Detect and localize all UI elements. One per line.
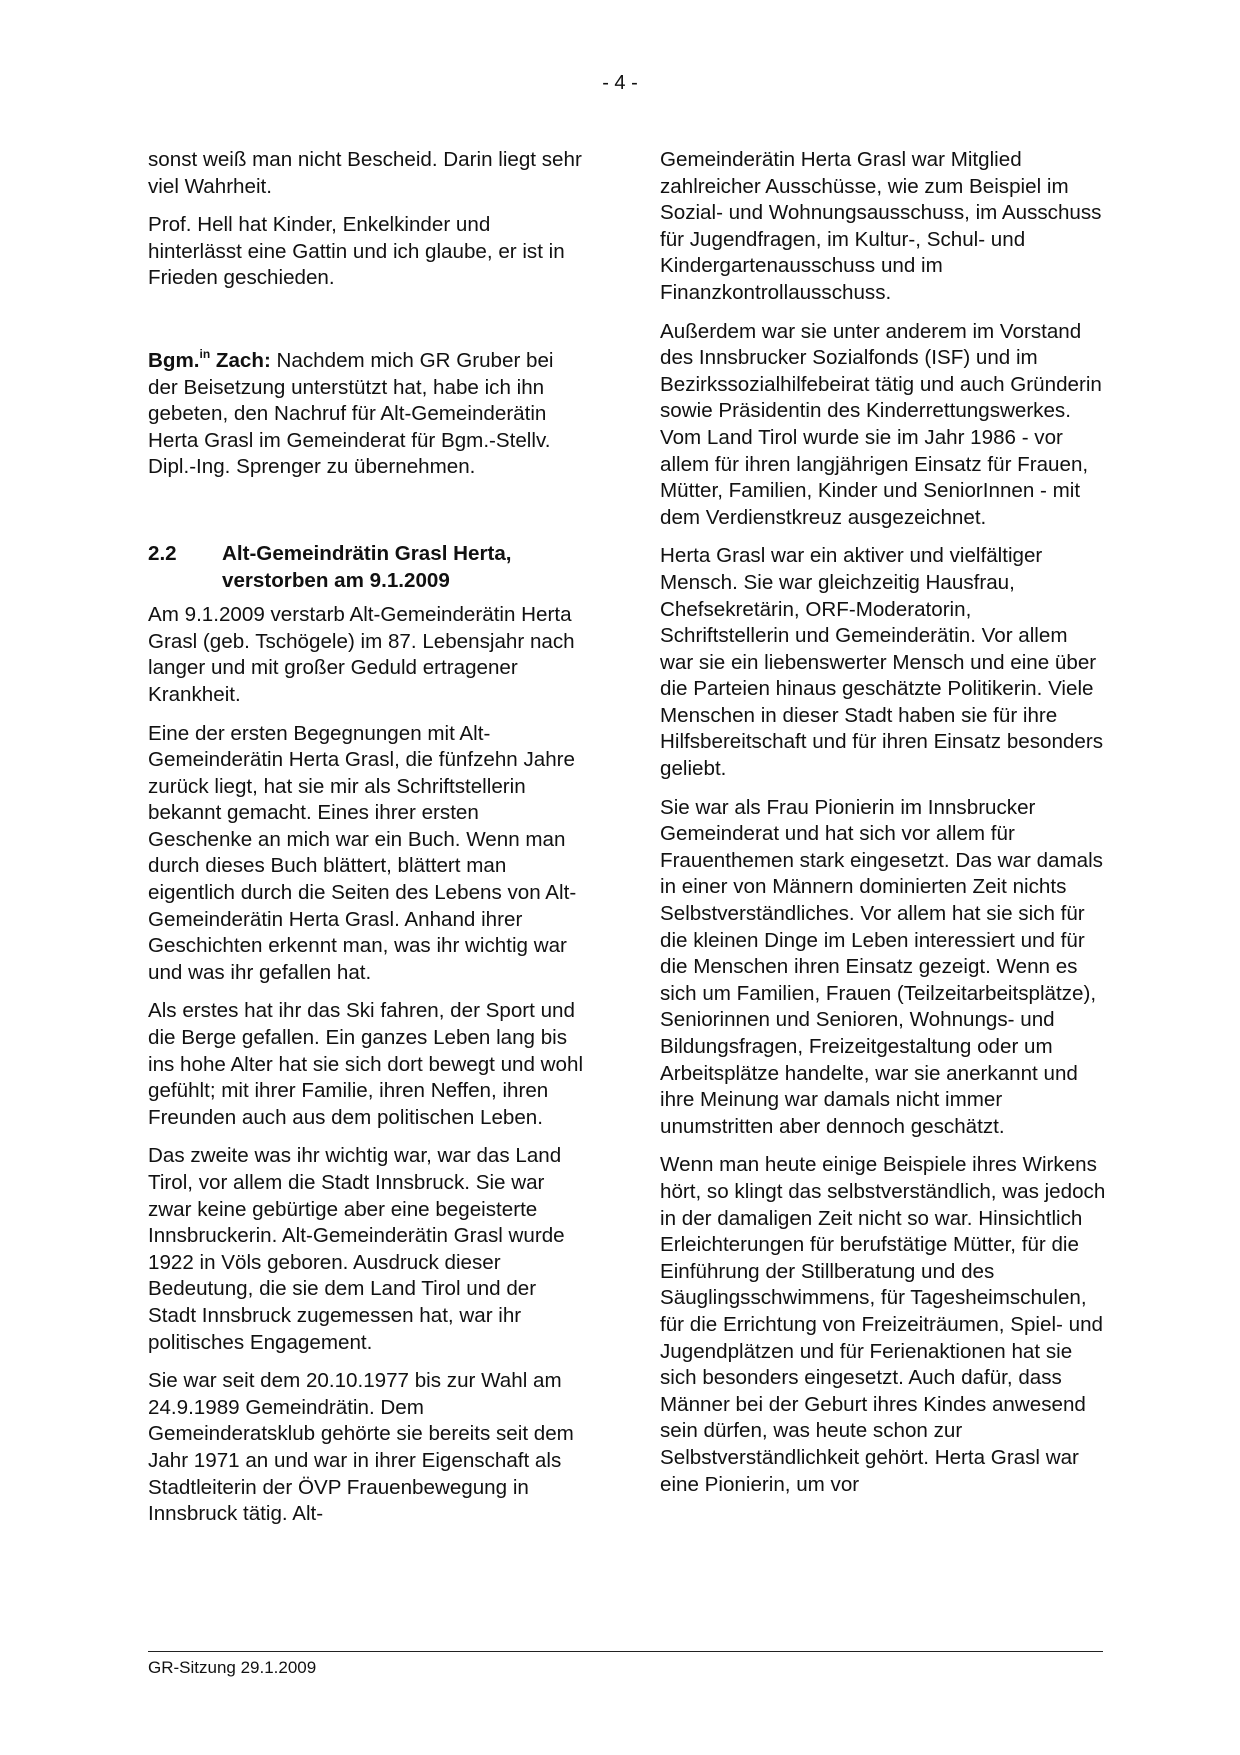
section-title: Alt-Gemeindrätin Grasl Herta, verstorben am 9.1.2009 [222,541,512,592]
paragraph: Das zweite was ihr wichtig war, war das Land Tirol, vor allem die Stadt Innsbruck. Sie war zwar keine gebürtige aber eine begeisterte Innsbruckerin. Alt-Gemeinderätin Grasl wurde 1922 in Völs geboren. Ausdruck dieser Bedeutung, die sie dem Land Tirol und der Stadt Innsbruck zugemessen hat, war ihr politisches Engagement. [148,1144,565,1354]
paragraph: Am 9.1.2009 verstarb Alt-Gemeinderätin Herta Grasl (geb. Tschögele) im 87. Lebensjahr nach langer und mit großer Geduld ertragener Krankheit. [148,603,575,706]
spacer [148,304,588,348]
paragraph: sonst weiß man nicht Bescheid. Darin liegt sehr viel Wahrheit. [148,148,582,198]
speaker-name: Zach: [210,348,271,372]
paragraph: Wenn man heute einige Beispiele ihres Wirkens hört, so klingt das selbstverständlich, was jedoch in der damaligen Zeit nicht so war. Hinsichtlich Erleichterungen für berufstätige Mütter, für die Einführung der Stillberatung und des Säuglingsschwimmens, für Tagesheimschulen, für die Errichtung von Freizeiträumen, Spiel- und Jugendplätzen und für Ferienaktionen hat sie sich besonders eingesetzt. Auch dafür, dass Männer bei der Geburt ihres Kindes anwesend sein dürfen, was heute schon zur Selbstverständlichkeit gehört. Herta Grasl war eine Pionierin, um vor [660,1153,1106,1496]
paragraph: Eine der ersten Begegnungen mit Alt-Gemeinderätin Herta Grasl, die fünfzehn Jahre zurück liegt, hat sie mir als Schriftstellerin bekannt gemacht. Eines ihrer ersten Geschenke an mich war ein Buch. Wenn man durch dieses Buch blättert, blättert man eigentlich durch die Seiten des Lebens von Alt-Gemeinderätin Herta Grasl. Anhand ihrer Geschichten erkennt man, was ihr wichtig war und was ihr gefallen hat. [148,721,577,984]
speaker-title-sup: in [199,346,211,361]
paragraph: Gemeinderätin Herta Grasl war Mitglied zahlreicher Ausschüsse, wie zum Beispiel im Sozial- und Wohnungsausschuss, im Ausschuss für Jugendfragen, im Kultur-, Schul- und Kindergartenausschuss und im Finanzkontrollausschuss. [660,148,1102,304]
page-number: - 4 - [602,72,638,94]
speaker-paragraph [148,348,588,481]
paragraph: Als erstes hat ihr das Ski fahren, der Sport und die Berge gefallen. Ein ganzes Leben lang bis ins hohe Alter hat sie sich dort bewegt und wohl gefühlt; mit ihrer Familie, ihren Neffen, ihren Freunden auch aus dem politischen Leben. [148,999,584,1129]
paragraph: Außerdem war sie unter anderem im Vorstand des Innsbrucker Sozialfonds (ISF) und im Bezirkssozialhilfebeirat tätig und auch Gründerin sowie Präsidentin des Kinderrettungswerkes. Vom Land Tirol wurde sie im Jahr 1986 - vor allem für ihren langjährigen Einsatz für Frauen, Mütter, Familien, Kinder und SeniorInnen - mit dem Verdienstkreuz ausgezeichnet. [660,319,1102,529]
section-number: 2.2 [148,541,177,565]
left-column [148,147,588,1540]
paragraph: Prof. Hell hat Kinder, Enkelkinder und hinterlässt eine Gattin und ich glaube, er ist in Frieden geschieden. [148,213,565,290]
speaker-title: Bgm. [148,348,200,372]
speaker-text: Nachdem mich GR Gruber bei der Beisetzung unterstützt hat, habe ich ihn gebeten, den Nachruf für Alt-Gemeinderätin Herta Grasl im Gemeinderat für Bgm.-Stellv. Dipl.-Ing. Sprenger zu übernehmen. [148,348,554,479]
section-heading [148,541,588,594]
paragraph: Herta Grasl war ein aktiver und vielfältiger Mensch. Sie war gleichzeitig Hausfrau, Chefsekretärin, ORF-Moderatorin, Schriftstellerin und Gemeinderätin. Vor allem war sie ein liebenswerter Mensch und eine über die Parteien hinaus geschätzte Politikerin. Viele Menschen in dieser Stadt haben sie für ihre Hilfsbereitschaft und für ihren Einsatz besonders geliebt. [660,544,1103,781]
speaker-label [148,346,271,372]
footer-text: GR-Sitzung 29.1.2009 [148,1658,317,1677]
right-column [660,147,1106,1510]
paragraph: Sie war als Frau Pionierin im Innsbrucker Gemeinderat und hat sich vor allem für Frauenthemen stark eingesetzt. Das war damals in einer von Männern dominierten Zeit nichts Selbstverständliches. Vor allem hat sie sich für die kleinen Dinge im Leben interessiert und für die Menschen ihren Einsatz gezeigt. Wenn es sich um Familien, Frauen (Teilzeitarbeitsplätze), Seniorinnen und Senioren, Wohnungs- und Bildungsfragen, Freizeitgestaltung oder um Arbeitsplätze handelte, war sie anerkannt und ihre Meinung war damals nicht immer unumstritten aber dennoch geschätzt. [660,795,1103,1138]
paragraph: Sie war seit dem 20.10.1977 bis zur Wahl am 24.9.1989 Gemeindrätin. Dem Gemeinderatsklub gehörte sie bereits seit dem Jahr 1971 an und war in ihrer Eigenschaft als Stadtleiterin der ÖVP Frauenbewegung in Innsbruck tätig. Alt- [148,1369,574,1526]
footer-divider [148,1651,1103,1652]
spacer [148,493,588,541]
